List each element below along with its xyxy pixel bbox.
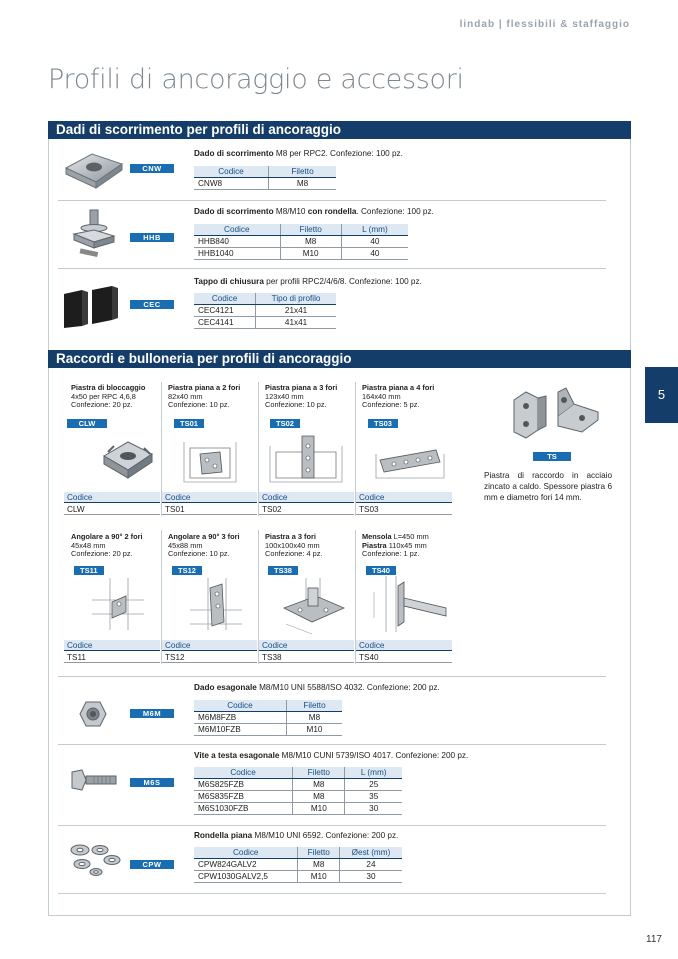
product-title-cec: Tappo di chiusura per profili RPC2/4/6/8. Confezione: 100 pz. bbox=[194, 277, 422, 286]
brand-header: lindab | flessibili & staffaggio bbox=[459, 19, 630, 30]
cell-title-ts03: Piastra piana a 4 fori 164x40 mm Confezione: 5 pz. bbox=[362, 383, 435, 410]
table-row: CEC4141 41x41 bbox=[194, 317, 336, 329]
ts02-drawing bbox=[262, 430, 354, 490]
badge-ts03: TS03 bbox=[368, 419, 398, 428]
cec-cap-image bbox=[62, 284, 124, 330]
spec-table-hhb: Codice Filetto L (mm) HHB840 M8 40 HHB1040 M10 40 bbox=[194, 224, 408, 260]
clw-plate-image bbox=[100, 432, 156, 480]
table-row: M6S825FZB M8 25 bbox=[194, 779, 402, 791]
divider bbox=[58, 825, 606, 826]
badge-m6m: M6M bbox=[130, 709, 174, 718]
product-title-m6s: Vite a testa esagonale M8/M10 CUNI 5739/ISO 4017. Confezione: 200 pz. bbox=[194, 751, 469, 760]
page-title: Profili di ancoraggio e accessori bbox=[48, 64, 464, 95]
spec-table-cpw: Codice Filetto Øest (mm) CPW824GALV2 M8 24 CPW1030GALV2,5 M10 30 bbox=[194, 847, 402, 883]
section-title-raccordi: Raccordi e bulloneria per profili di ancoraggio bbox=[48, 350, 631, 368]
badge-ts11: TS11 bbox=[74, 566, 104, 575]
cell-title-ts02: Piastra piana a 3 fori 123x40 mm Confezione: 10 pz. bbox=[265, 383, 338, 410]
table-row: M6M10FZB M10 bbox=[194, 724, 342, 736]
cell-title-ts11: Angolare a 90° 2 fori 45x48 mm Confezione: 20 pz. bbox=[71, 532, 143, 559]
hhb-nut-image bbox=[68, 208, 120, 260]
code-ts38: TS38 bbox=[259, 652, 354, 663]
spec-table-cnw: Codice Filetto CNW8 M8 bbox=[194, 166, 336, 190]
cpw-washer-image bbox=[68, 842, 124, 878]
table-row: CPW824GALV2 M8 24 bbox=[194, 859, 402, 871]
ts-description: Piastra di raccordo in acciaio zincato a caldo. Spessore piastra 6 mm e diametro fori 14 mm. bbox=[484, 471, 612, 502]
table-row: CEC4121 21x41 bbox=[194, 305, 336, 317]
badge-ts: TS bbox=[533, 452, 571, 461]
badge-clw: CLW bbox=[67, 419, 107, 428]
cell-title-ts40: Mensola L=450 mm Piastra 110x45 mm Confezione: 1 pz. bbox=[362, 532, 429, 559]
cell-title-ts01: Piastra piana a 2 fori 82x40 mm Confezione: 10 pz. bbox=[168, 383, 241, 410]
divider bbox=[58, 268, 606, 269]
section-title-dadi: Dadi di scorrimento per profili di ancoraggio bbox=[48, 121, 631, 139]
badge-ts01: TS01 bbox=[174, 419, 204, 428]
table-row: CPW1030GALV2,5 M10 30 bbox=[194, 871, 402, 883]
badge-hhb: HHB bbox=[130, 233, 174, 242]
table-row: HHB840 M8 40 bbox=[194, 236, 408, 248]
badge-ts12: TS12 bbox=[172, 566, 202, 575]
product-title-cpw: Rondella piana M8/M10 UNI 6592. Confezione: 200 pz. bbox=[194, 831, 399, 840]
code-ts40: TS40 bbox=[356, 652, 452, 663]
product-title-m6m: Dado esagonale M8/M10 UNI 5588/ISO 4032. Confezione: 200 pz. bbox=[194, 683, 440, 692]
badge-ts02: TS02 bbox=[270, 419, 300, 428]
table-row: M6S835FZB M8 35 bbox=[194, 791, 402, 803]
ts-bracket-image bbox=[506, 386, 606, 448]
ts12-drawing bbox=[186, 574, 246, 634]
code-clw: CLW bbox=[64, 504, 160, 515]
divider bbox=[58, 744, 606, 745]
chapter-tab[interactable]: 5 bbox=[645, 367, 678, 423]
code-ts01: TS01 bbox=[162, 504, 257, 515]
table-row: M6M8FZB M8 bbox=[194, 712, 342, 724]
ts01-drawing bbox=[170, 434, 254, 490]
m6s-bolt-image bbox=[68, 766, 120, 794]
badge-cec: CEC bbox=[130, 300, 174, 309]
cell-title-clw: Piastra di bloccaggio 4x50 per RPC 4,6,8 Confezione: 20 pz. bbox=[71, 383, 146, 410]
product-title-cnw: Dado di scorrimento M8 per RPC2. Confezione: 100 pz. bbox=[194, 149, 403, 158]
spec-table-m6m: Codice Filetto M6M8FZB M8 M6M10FZB M10 bbox=[194, 700, 342, 736]
ts11-drawing bbox=[88, 574, 148, 634]
table-row: HHB1040 M10 40 bbox=[194, 248, 408, 260]
spec-table-cec: Codice Tipo di profilo CEC4121 21x41 CEC4141 41x41 bbox=[194, 293, 336, 329]
code-ts11: TS11 bbox=[64, 652, 160, 663]
divider bbox=[58, 893, 606, 894]
code-ts12: TS12 bbox=[162, 652, 257, 663]
m6m-nut-image bbox=[78, 698, 108, 730]
badge-cpw: CPW bbox=[130, 860, 174, 869]
badge-ts38: TS38 bbox=[268, 566, 298, 575]
table-row: CNW8 M8 bbox=[194, 178, 336, 190]
cell-title-ts38: Piastra a 3 fori 100x100x40 mm Confezione: 4 pz. bbox=[265, 532, 323, 559]
cell-title-ts12: Angolare a 90° 3 fori 45x88 mm Confezione: 10 pz. bbox=[168, 532, 240, 559]
ts03-drawing bbox=[370, 438, 450, 484]
ts38-drawing bbox=[276, 574, 350, 636]
page-number: 117 bbox=[646, 934, 662, 945]
ts40-drawing bbox=[370, 572, 450, 636]
badge-cnw: CNW bbox=[130, 164, 174, 173]
divider bbox=[58, 200, 606, 201]
cnw-nut-image bbox=[62, 146, 126, 190]
spec-table-m6s: Codice Filetto L (mm) M6S825FZB M8 25 M6S835FZB M8 35 M6S1030FZB M10 30 bbox=[194, 767, 402, 815]
badge-m6s: M6S bbox=[130, 778, 174, 787]
code-ts03: TS03 bbox=[356, 504, 452, 515]
code-ts02: TS02 bbox=[259, 504, 354, 515]
badge-ts40: TS40 bbox=[366, 566, 396, 575]
product-title-hhb: Dado di scorrimento M8/M10 con rondella. Confezione: 100 pz. bbox=[194, 207, 434, 216]
divider bbox=[58, 676, 606, 677]
table-row: M6S1030FZB M10 30 bbox=[194, 803, 402, 815]
